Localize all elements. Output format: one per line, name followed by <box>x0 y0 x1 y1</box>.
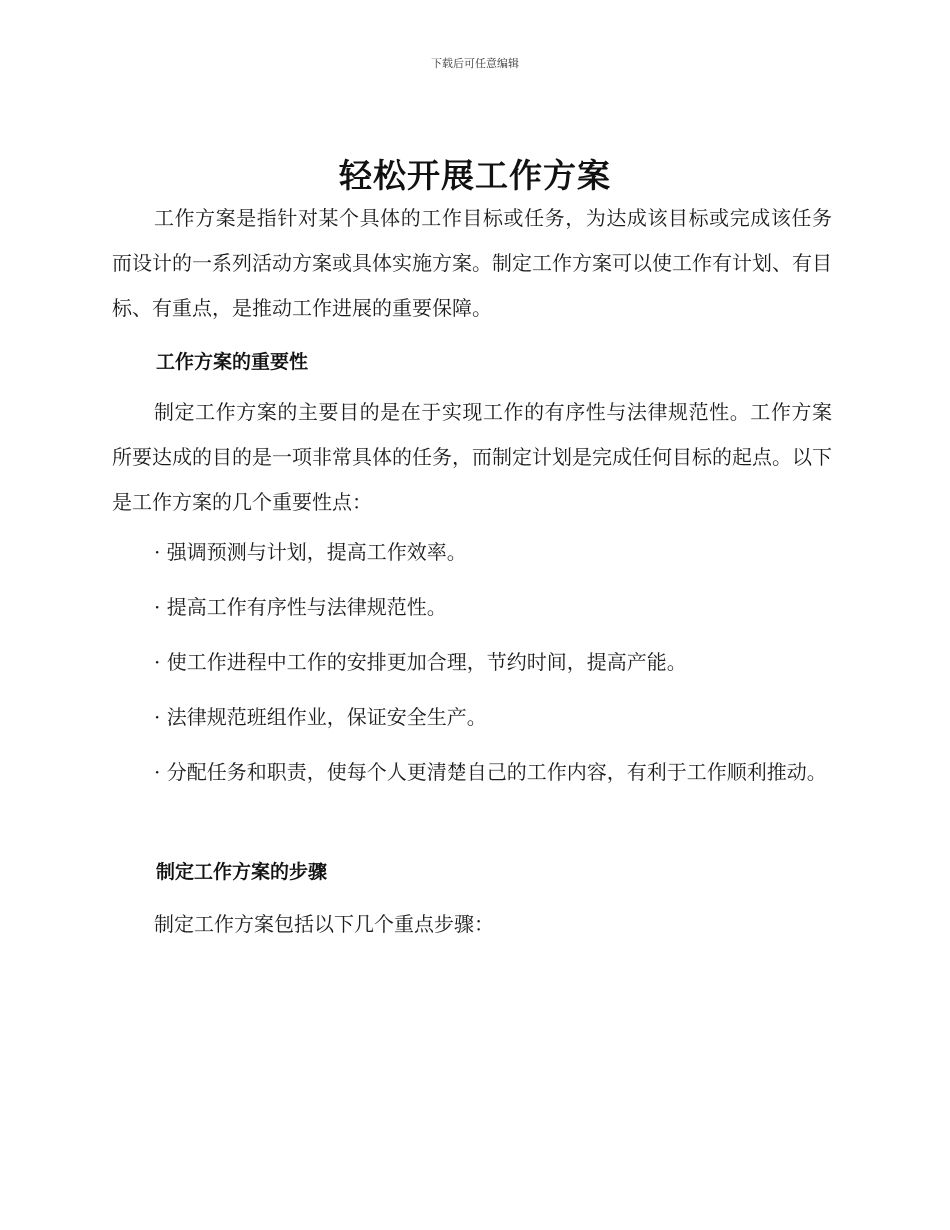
header-note: 下载后可任意编辑 <box>431 57 519 70</box>
section-heading-importance: 工作方案的重要性 <box>156 351 309 373</box>
document-title: 轻松开展工作方案 <box>339 156 611 195</box>
intro-paragraph: 工作方案是指针对某个具体的工作目标或任务，为达成该目标或完成该任务而设计的一系列活动方案或具体实施方案。制定工作方案可以使工作有计划、有目标、有重点，是推动工作进展的重要保障。 <box>112 206 832 320</box>
importance-paragraph: 制定工作方案的主要目的是在于实现工作的有序性与法律规范性。工作方案所要达成的目的是一项非常具体的任务，而制定计划是完成任何目标的起点。以下是工作方案的几个重要性点： <box>112 400 832 514</box>
bullet-item: · 分配任务和职责，使每个人更清楚自己的工作内容，有利于工作顺利推动。 <box>154 760 827 784</box>
bullet-item: · 强调预测与计划，提高工作效率。 <box>154 540 467 564</box>
section-heading-steps: 制定工作方案的步骤 <box>156 861 328 883</box>
bullet-item: · 提高工作有序性与法律规范性。 <box>154 595 447 619</box>
bullet-item: · 法律规范班组作业，保证安全生产。 <box>154 705 487 729</box>
bullet-item: · 使工作进程中工作的安排更加合理，节约时间，提高产能。 <box>154 650 687 674</box>
steps-paragraph: 制定工作方案包括以下几个重点步骤： <box>154 912 494 936</box>
